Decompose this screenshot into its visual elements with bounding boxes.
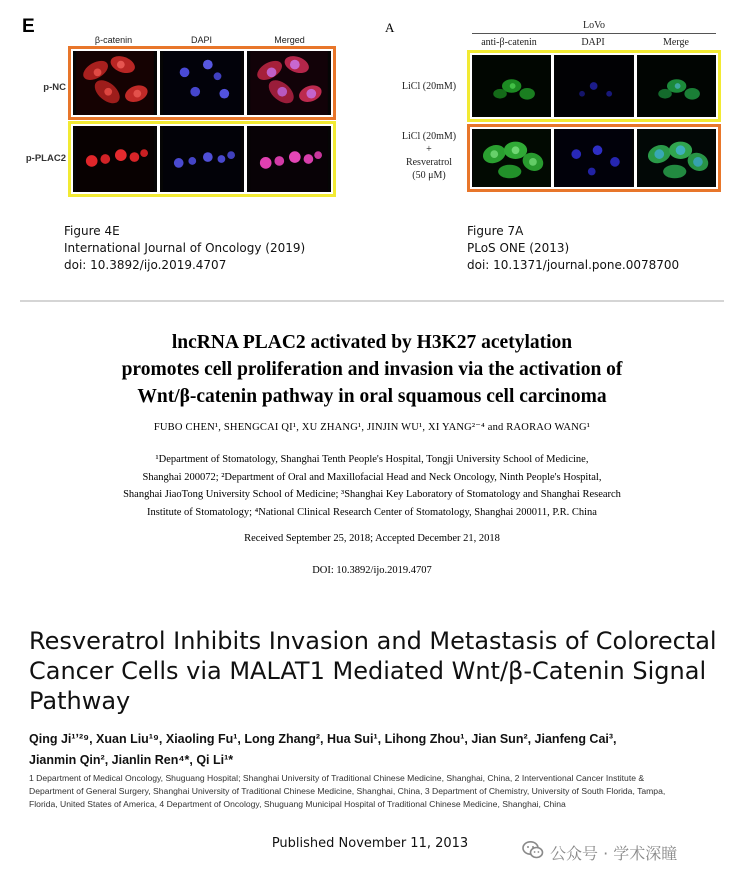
paper1-affiliation-line: Shanghai 200072; ²Department of Oral and Maxillofacial Head and Neck Oncology, Ninth People's Hospital,: [142, 471, 602, 483]
image-row-licl-resveratrol: [467, 124, 721, 192]
micrograph-merged-pnc: [247, 51, 331, 115]
micrograph-merged-pplac2: [247, 126, 331, 192]
paper1-title: [20, 329, 724, 410]
cell-line-underline: [472, 33, 716, 34]
paper1-affiliation-line: ¹Department of Stomatology, Shanghai Tenth People's Hospital, Tongji University School of Medicine,: [155, 454, 589, 465]
section-divider: [20, 300, 724, 302]
caption-journal: PLoS ONE (2013): [467, 241, 570, 255]
paper2-authors-line: Qing Ji¹ʼ²⁹, Xuan Liu¹⁹, Xiaoling Fu¹, Long Zhang², Hua Sui¹, Lihong Zhou¹, Jian Sun², Jianfeng Cai³,: [29, 732, 617, 746]
micrograph-dapi-pplac2: [160, 126, 244, 192]
paper2-authors-line: Jianmin Qin², Jianlin Ren⁴*, Qi Li¹*: [29, 753, 234, 767]
micrograph-dapi-licl: [554, 55, 633, 117]
paper1-title-line: promotes cell proliferation and invasion via the activation of: [121, 359, 623, 380]
micrograph-anti-beta-catenin-resveratrol: [472, 129, 551, 187]
paper1-doi: DOI: 10.3892/ijo.2019.4707: [312, 565, 432, 576]
col-head-merge: Merge: [663, 37, 689, 48]
caption-doi: doi: 10.3892/ijo.2019.4707: [64, 258, 227, 272]
image-row-p-nc: [68, 46, 336, 120]
col-head-anti-beta-catenin: anti-β-catenin: [481, 37, 537, 48]
watermark-text: 公众号 · 学术深瞳: [550, 843, 678, 863]
paper1-title-line: lncRNA PLAC2 activated by H3K27 acetylation: [171, 332, 573, 353]
row-label-licl: LiCl (20mM): [401, 81, 457, 92]
paper2-published: Published November 11, 2013: [271, 836, 469, 851]
micrograph-beta-catenin-pplac2: [73, 126, 157, 192]
caption-doi: doi: 10.1371/journal.pone.0078700: [467, 258, 680, 272]
row-label-p-plac2: p-PLAC2: [25, 153, 66, 164]
image-row-licl: [467, 50, 721, 122]
row-label-line: (50 μM): [412, 170, 446, 181]
paper1-authors: FUBO CHEN¹, SHENGCAI QI¹, XU ZHANG¹, JINJIN WU¹, XI YANG²⁻⁴ and RAORAO WANG¹: [153, 422, 591, 433]
row-label-line: LiCl (20mM): [401, 131, 457, 142]
micrograph-beta-catenin-pnc: [73, 51, 157, 115]
row-label-line: +: [426, 144, 432, 155]
panel-letter-a: A: [385, 20, 395, 35]
row-label-p-nc: p-NC: [43, 82, 66, 93]
micrograph-anti-beta-catenin-licl: [472, 55, 551, 117]
col-head-dapi: DAPI: [190, 35, 212, 45]
paper2-affiliations: [29, 772, 719, 811]
paper1-affiliations: [20, 451, 724, 521]
watermark: [522, 840, 677, 864]
paper2-affiliation-line: Florida, United States of America, 4 Department of Oncology, Shuguang Municipal Hospital of Traditional Chinese Medicine, Shanghai, China: [29, 799, 566, 809]
row-label-line: Resveratrol: [405, 157, 453, 168]
micrograph-merge-resveratrol: [637, 129, 716, 187]
paper1-affiliation-line: Institute of Stomatology; ⁴National Clinical Research Center of Stomatology, Shanghai 200011, P.R. China: [147, 506, 597, 518]
paper1-affiliation-line: Shanghai JiaoTong University School of Medicine; ³Shanghai Key Laboratory of Stomatology and Shanghai Research: [123, 489, 621, 500]
paper1-dates: Received September 25, 2018; Accepted December 21, 2018: [244, 533, 500, 544]
caption-figure-label: Figure 4E: [64, 224, 120, 238]
caption-journal: International Journal of Oncology (2019): [64, 241, 306, 255]
paper2-authors: [29, 729, 729, 771]
micrograph-dapi-pnc: [160, 51, 244, 115]
paper2-affiliation-line: 1 Department of Medical Oncology, Shuguang Hospital; Shanghai University of Traditional Chinese Medicine, Shanghai, China, 2 Interventional Cancer Institute &: [29, 773, 645, 783]
paper2-title-line: Cancer Cells via MALAT1 Mediated Wnt/β-Catenin Signal: [29, 657, 707, 685]
image-row-p-plac2: [68, 121, 336, 197]
caption-figure-label: Figure 7A: [467, 224, 524, 238]
paper2-affiliation-line: Department of General Surgery, Shanghai University of Traditional Chinese Medicine, Shanghai, China, 3 Department of Chemistry, University of South Florida, Tampa,: [29, 786, 666, 796]
caption-figure-7a: [467, 223, 679, 274]
cell-line-label: LoVo: [582, 20, 606, 31]
col-head-beta-catenin: β-catenin: [94, 35, 133, 45]
paper2-title-line: Pathway: [29, 687, 131, 715]
row-label-licl-resveratrol: [388, 130, 470, 182]
paper1-title-line: Wnt/β-catenin pathway in oral squamous cell carcinoma: [137, 386, 607, 407]
col-head-merged: Merged: [274, 35, 305, 45]
wechat-icon: [522, 840, 544, 864]
micrograph-merge-licl: [637, 55, 716, 117]
micrograph-dapi-resveratrol: [554, 129, 633, 187]
paper2-title-line: Resveratrol Inhibits Invasion and Metastasis of Colorectal: [29, 627, 717, 655]
caption-figure-4e: [64, 223, 305, 274]
paper2-title: [29, 626, 729, 716]
col-head-dapi-2: DAPI: [581, 37, 605, 48]
panel-letter-e: E: [22, 16, 35, 37]
